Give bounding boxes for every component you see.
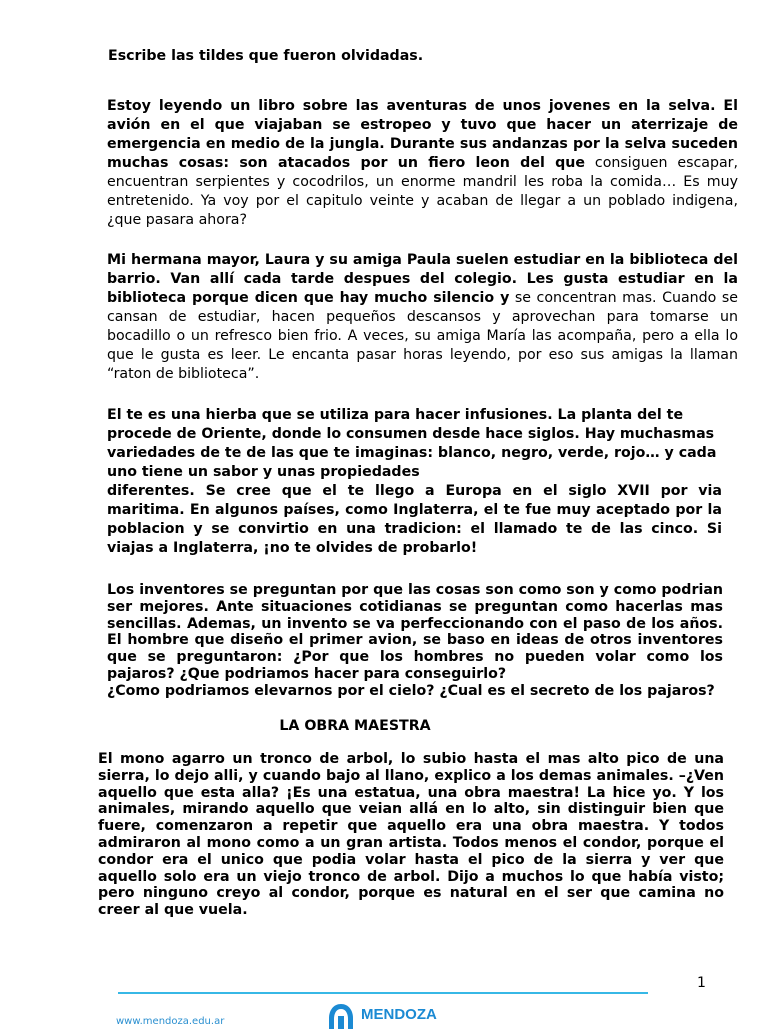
paragraph-library xyxy=(107,251,738,384)
footer-divider xyxy=(118,992,648,994)
paragraph-part: diferentes. Se cree que el te llego a Europa en el siglo XVII por via maritima. En algunos países, como Inglaterra, el te fue muy aceptado por la poblacion y se convirtio en una tradicion: el llamado te de las cinco. Si viajas a Inglaterra, ¡no te olvides de probarlo! xyxy=(107,483,722,556)
paragraph-tea xyxy=(107,406,722,558)
paragraph-inventors xyxy=(107,582,723,700)
paragraph-part: ¿Como podriamos elevarnos por el cielo? ¿Cual es el secreto de los pajaros? xyxy=(107,682,715,699)
story-text: El mono agarro un tronco de arbol, lo subio hasta el mas alto pico de una sierra, lo dejo alli, y cuando bajo al llano, explico a los demas animales. –¿Ven aquello que esta alla? ¡Es una estatua, una obra maestra! La hice yo. Y los animales, mirando aquello que veian allá en lo alto, sin distinguir bien que fuere, comenzaron a repetir que aquello era una obra maestra. Y todos admiraron al mono como a un gran artista. Todos menos el condor, porque el condor era el unico que podia volar hasta el pico de la sierra y ver que aquello solo era un viejo tronco de arbol. Dijo a muchos lo que había visto; pero ninguno creyo al condor, porque es natural en el ser que camina no creer al que vuela. xyxy=(98,751,724,919)
page-number: 1 xyxy=(697,975,706,991)
paragraph-part: El te es una hierba que se utiliza para hacer infusiones. La planta del te procede de Oriente, donde lo consumen desde hace siglos. Hay muchasmas variedades de te de las que te imaginas: blanco, negro, verde, rojo… y cada uno tiene un sabor y unas propiedades xyxy=(107,407,717,480)
instruction-heading: Escribe las tildes que fueron olvidadas. xyxy=(108,48,424,64)
story-title: LA OBRA MAESTRA xyxy=(279,718,431,734)
footer-url: www.mendoza.edu.ar xyxy=(116,1016,225,1027)
paragraph-bold-part: Estoy leyendo un libro sobre las aventuras de unos jovenes en la selva. El avión en el que viajaban se estropeo y tuvo que hacer un aterrizaje de emergencia en medio de la jungla. Durante sus andanzas por la selva suceden muchas cosas: son atacados por un fiero leon del que xyxy=(107,98,738,171)
paragraph-jungle-book xyxy=(107,97,738,230)
paragraph-normal-part: se concentran mas. Cuando se cansan de estudiar, hacen pequeños descansos y aprovechan para tomarse un bocadillo o un refresco bien frio. A veces, su amiga María las acompaña, pero a ella lo que le gusta es leer. Le encanta pasar horas leyendo, por eso sus amigas la llaman “raton de biblioteca”. xyxy=(107,290,738,382)
mendoza-logo xyxy=(327,1002,477,1032)
mendoza-emblem-icon xyxy=(327,1002,355,1030)
paragraph-bold-part: Mi hermana mayor, Laura y su amiga Paula suelen estudiar en la biblioteca del barrio. Van allí cada tarde despues del colegio. Les gusta estudiar en la biblioteca porque dicen que hay mucho silencio y xyxy=(107,252,738,306)
paragraph-part: Los inventores se preguntan por que las cosas son como son y como podrian ser mejores. Ante situaciones cotidianas se preguntan como hacerlas mas sencillas. Ademas, un invento se va perfeccionando con el paso de los años. El hombre que diseño el primer avion, se baso en ideas de otros inventores que se preguntaron: ¿Por que los hombres no pueden volar como los pajaros? ¿Que podriamos hacer para conseguirlo? xyxy=(107,582,723,682)
logo-text: MENDOZA xyxy=(361,1006,437,1023)
paragraph-normal-part: consiguen escapar, encuentran serpientes y cocodrilos, un enorme mandril les roba la comida… Es muy entretenido. Ya voy por el capitulo veinte y acaban de llegar a un poblado indigena, ¿que pasara ahora? xyxy=(107,155,739,228)
